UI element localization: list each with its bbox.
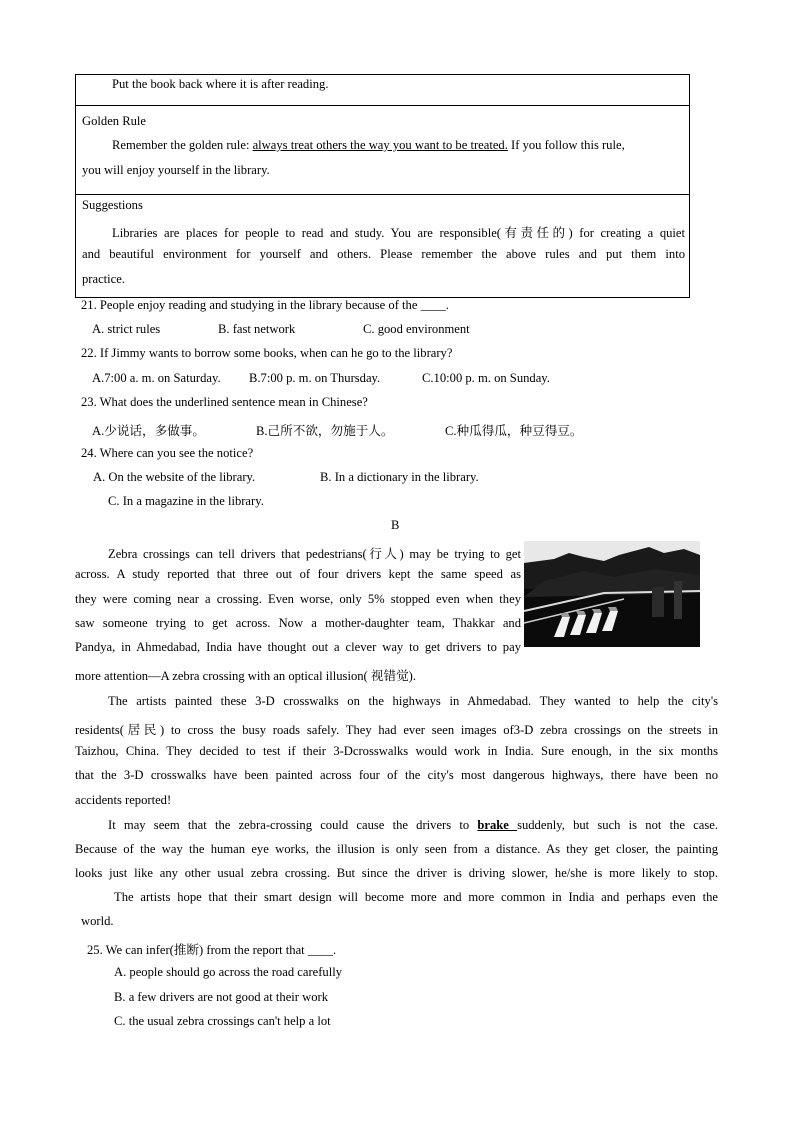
question-24-option-c: C. In a magazine in the library. xyxy=(108,494,264,508)
question-23-option-c: C.种瓜得瓜，种豆得豆。 xyxy=(445,424,583,438)
zebra-crossing-photo xyxy=(524,541,700,647)
rule-text: Put the book back where it is after reading. xyxy=(112,77,329,91)
passage-p2-line: residents(居民) to cross the busy roads safely. They had ever seen images of3-D zebra crossings on the streets in xyxy=(75,723,718,737)
suggestions-line-3: practice. xyxy=(82,272,125,286)
question-25-option-b: B. a few drivers are not good at their work xyxy=(114,990,329,1004)
passage-p4-line: world. xyxy=(81,914,114,928)
passage-p1-line: they were coming near a crossing. Even worse, only 5% stopped even when they xyxy=(75,592,521,606)
question-23-stem: 23. What does the underlined sentence mean in Chinese? xyxy=(81,395,368,409)
suggestions-line-2: and beautiful environment for yourself and others. Please remember the above rules and put them into xyxy=(82,247,685,261)
passage-p3-line: Because of the way the human eye works, the illusion is only seen from a distance. As they get closer, the painting xyxy=(75,842,718,856)
question-22-stem: 22. If Jimmy wants to borrow some books, when can he go to the library? xyxy=(81,346,453,360)
question-25-stem: 25. We can infer(推断) from the report that ____. xyxy=(87,943,337,957)
question-24-stem: 24. Where can you see the notice? xyxy=(81,446,254,460)
passage-p3-line xyxy=(75,818,718,833)
passage-p4-line: The artists hope that their smart design will become more and more common in India and perhaps even the xyxy=(114,890,718,904)
table-row-golden-rule xyxy=(76,106,689,195)
passage-p3-pre: It may seem that the zebra-crossing could cause the drivers to xyxy=(108,818,478,832)
question-21-option-b: B. fast network xyxy=(218,322,296,336)
passage-p1-line: saw someone trying to get across. Now a mother-daughter team, Thakkar and xyxy=(75,616,521,630)
question-22-option-a: A.7:00 a. m. on Saturday. xyxy=(92,371,221,385)
underlined-sentence: always treat others the way you want to be treated. xyxy=(252,138,508,152)
keyword-brake: brake xyxy=(477,818,518,832)
golden-rule-line xyxy=(82,138,685,153)
golden-rule-pre: Remember the golden rule: xyxy=(112,138,253,152)
passage-p2-line: Taizhou, China. They decided to test if their 3-Dcrosswalks would work in India. Sure enough, in the six months xyxy=(75,744,718,758)
question-23-option-a: A.少说话，多做事。 xyxy=(92,424,205,438)
row-heading: Suggestions xyxy=(82,198,143,212)
question-25-option-c: C. the usual zebra crossings can't help a lot xyxy=(114,1014,331,1028)
question-23-option-b: B.己所不欲，勿施于人。 xyxy=(256,424,394,438)
question-21-option-c: C. good environment xyxy=(363,322,470,336)
question-21-option-a: A. strict rules xyxy=(92,322,161,336)
question-22-option-c: C.10:00 p. m. on Sunday. xyxy=(422,371,550,385)
table-row xyxy=(76,75,689,106)
question-25-option-a: A. people should go across the road carefully xyxy=(114,965,343,979)
passage-p1-line: Zebra crossings can tell drivers that pedestrians(行人) may be trying to get xyxy=(108,547,521,561)
suggestions-line-1: Libraries are places for people to read and study. You are responsible(有责任的) for creating a quiet xyxy=(112,226,685,240)
passage-p3-post: suddenly, but such is not the case. xyxy=(517,818,718,832)
passage-p2-line: The artists painted these 3-D crosswalks on the highways in Ahmedabad. They wanted to help the city's xyxy=(108,694,718,708)
passage-p1-line: more attention—A zebra crossing with an optical illusion( 视错觉). xyxy=(75,669,417,683)
passage-p2-line: accidents reported! xyxy=(75,793,172,807)
question-22-option-b: B.7:00 p. m. on Thursday. xyxy=(249,371,381,385)
question-24-option-a: A. On the website of the library. xyxy=(93,470,256,484)
question-21-stem: 21. People enjoy reading and studying in the library because of the ____. xyxy=(81,298,449,312)
section-label: B xyxy=(391,518,400,532)
passage-p1-line: Pandya, in Ahmedabad, India have thought out a clever way to get drivers to pay xyxy=(75,640,521,654)
passage-p3-line: looks just like any other usual zebra crossing. But since the driver is driving slower, he/she is more likely to stop. xyxy=(75,866,718,880)
question-24-option-b: B. In a dictionary in the library. xyxy=(320,470,479,484)
table-row-suggestions xyxy=(76,195,689,297)
library-rules-table xyxy=(75,74,690,298)
passage-p1-line: across. A study reported that three out of four drivers kept the same speed as xyxy=(75,567,521,581)
golden-rule-post: If you follow this rule, xyxy=(507,138,625,152)
row-heading: Golden Rule xyxy=(82,114,147,128)
golden-rule-line-2: you will enjoy yourself in the library. xyxy=(82,163,270,177)
passage-p2-line: that the 3-D crosswalks have been painted across four of the city's most dangerous highways, there have been no xyxy=(75,768,718,782)
